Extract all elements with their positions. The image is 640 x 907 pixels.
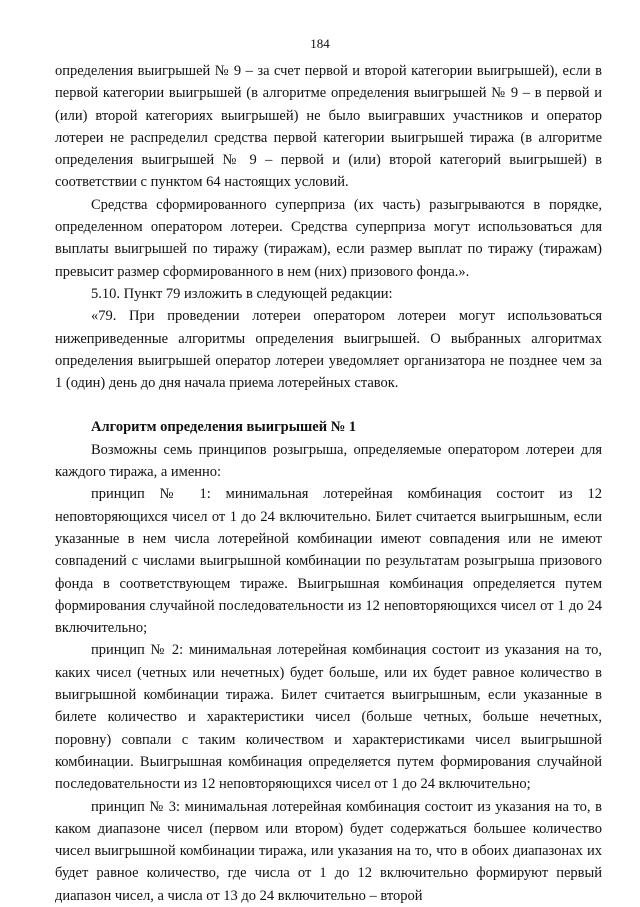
paragraph: Средства сформированного суперприза (их часть) разыгрываются в порядке, определенном оператором лотереи. Средства суперприза могут использоваться для выплаты выигрышей по тиражу (тиражам), если размер выплат по тиражу (тиражам) превысит размер сформированного в нем (них) призового фонда.». [55, 196, 602, 280]
paragraph: определения выигрышей № 9 – за счет первой и второй категории выигрышей), если в первой категории выигрышей (в алгоритме определения выигрышей № 9 – в первой и (или) второй категориях выигрышей) не было выигравших участников и оператор лотереи не распределил средства первой категории выигрышей тиража (в алгоритме определения выигрышей № 9 – первой и (или) второй категорий выигрышей) в соответствии с пунктом 64 настоящих условий. [55, 63, 602, 191]
section-heading: Алгоритм определения выигрышей № 1 [91, 419, 357, 436]
blank-line [55, 394, 602, 416]
paragraph: 5.10. Пункт 79 изложить в следующей редакции: [91, 285, 393, 302]
paragraph: «79. При проведении лотереи оператором лотереи могут использоваться нижеприведенные алгоритмы определения выигрышей. О выбранных алгоритмах определения выигрышей оператор лотереи уведомляет организатора не позднее чем за 1 (один) день до дня начала приема лотерейных ставок. [55, 308, 602, 392]
paragraph: принцип № 3: минимальная лотерейная комбинация состоит из указания на то, в каком диапазоне чисел (первом или втором) будет содержаться большее количество чисел выигрышной комбинации тиража, или указания на то, что в обоих диапазонах их будет равное количество, где числа от 1 до 12 включительно формируют первый диапазон чисел, а числа от 13 до 24 включительно – второй [55, 798, 602, 904]
document-body [55, 60, 602, 907]
page-number: 184 [310, 36, 330, 51]
paragraph: принцип № 1: минимальная лотерейная комбинация состоит из 12 неповторяющихся чисел от 1 до 24 включительно. Билет считается выигрышным, если указанные в нем числа лотерейной комбинации имеют совпадения или не имеют совпадений с числами выигрышной комбинации по результатам розыгрыша призового фонда в соответствующем тираже. Выигрышная комбинация определяется путем формирования случайной последовательности из 12 неповторяющихся чисел от 1 до 24 включительно; [55, 486, 602, 637]
paragraph: Возможны семь принципов розыгрыша, определяемые оператором лотереи для каждого тиража, а именно: [55, 441, 602, 481]
paragraph: принцип № 2: минимальная лотерейная комбинация состоит из указания на то, каких чисел (четных или нечетных) будет больше, или их будет равное количество в выигрышной комбинации тиража. Билет считается выигрышным, если указанные в билете количество и характеристики чисел (больше четных, больше нечетных, поровну) совпали с таким количеством и характеристиками чисел выигрышной комбинации. Выигрышная комбинация определяется путем формирования случайной последовательности из 12 неповторяющихся чисел от 1 до 24 включительно; [55, 642, 602, 793]
